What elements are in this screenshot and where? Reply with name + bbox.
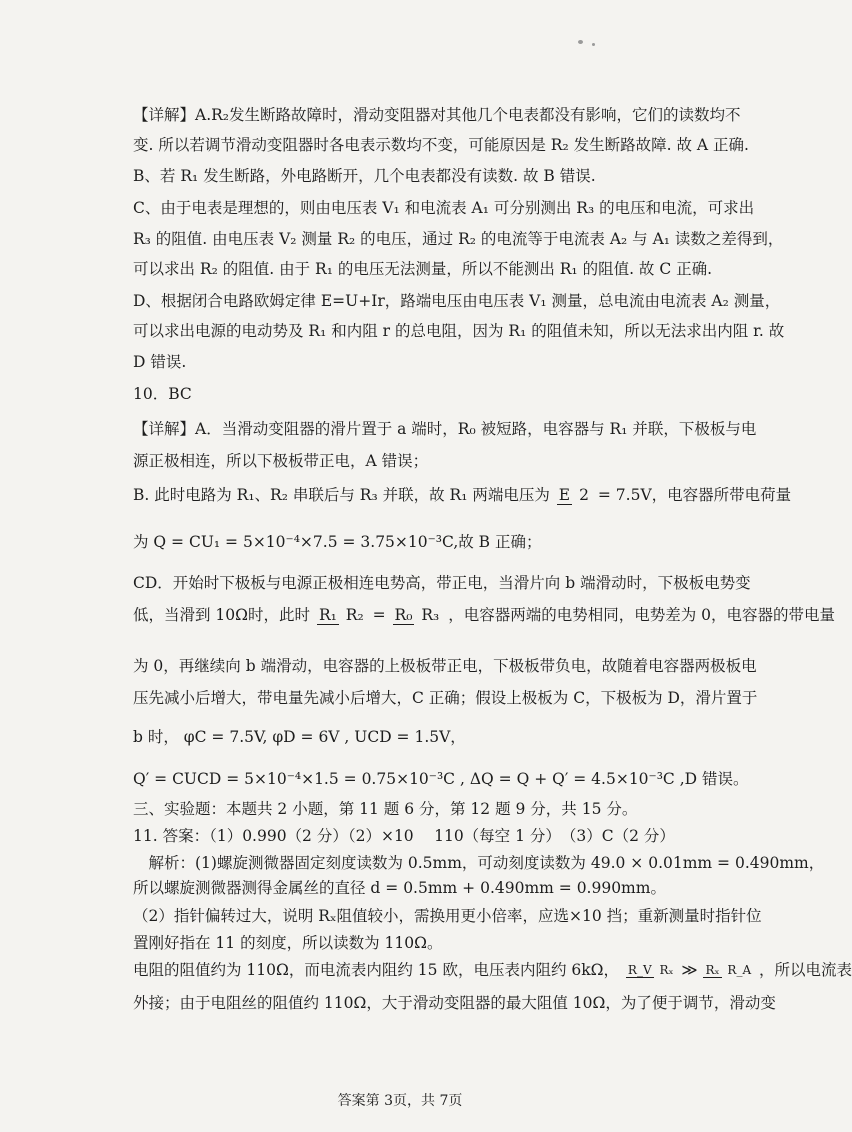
text-line: 所以螺旋测微器测得金属丝的直径 d = 0.5mm + 0.490mm = 0.990mm。	[133, 879, 666, 897]
page-footer: 答案第 3页，共 7页	[337, 1093, 463, 1109]
text-line: 可以求出 R₂ 的阻值. 由于 R₁ 的电压无法测量，所以不能测出 R₁ 的阻值. 故 C 正确.	[133, 260, 713, 278]
fraction-numerator: R₀	[394, 606, 413, 625]
fraction-r1-over-r2	[317, 606, 371, 624]
text-line: 变. 所以若调节滑动变阻器时各电表示数均不变，可能原因是 R₂ 发生断路故障. 故 A 正确.	[133, 136, 749, 154]
fraction-numerator: R₁	[318, 606, 337, 625]
text-line: 置刚好指在 11 的刻度，所以读数为 110Ω。	[133, 934, 443, 952]
text-line: C、由于电表是理想的，则由电压表 V₁ 和电流表 A₁ 可分别测出 R₃ 的电压和电流，可求出	[133, 199, 755, 217]
fraction-rv-over-rx	[626, 963, 679, 977]
text-line: 外接；由于电阻丝的阻值约 110Ω，大于滑动变阻器的最大阻值 10Ω，为了便于调节，滑动变	[133, 994, 776, 1012]
text-line: CD．开始时下极板与电源正极相连电势高，带正电，当滑片向 b 端滑动时，下极板电势变	[133, 574, 751, 592]
text-line-with-fraction	[133, 959, 852, 981]
text-line: 为 0，再继续向 b 端滑动，电容器的上极板带正电，下极板带负电，故随着电容器两极板电	[133, 657, 757, 675]
text-line: 解析：(1)螺旋测微器固定刻度读数为 0.5mm，可动刻度读数为 49.0 × 0.01mm = 0.490mm，	[133, 854, 825, 872]
text-line: R₃ 的阻值. 由电压表 V₂ 测量 R₂ 的电压，通过 R₂ 的电流等于电流表 A₂ 与 A₁ 读数之差得到，	[133, 230, 784, 248]
text-line: B、若 R₁ 发生断路，外电路断开，几个电表都没有读数. 故 B 错误.	[133, 167, 596, 185]
fraction-denominator: R₃	[421, 606, 440, 625]
text-segment: 低，当滑到 10Ω时，此时	[133, 606, 311, 624]
text-line: 【详解】A.R₂发生断路故障时，滑动变阻器对其他几个电表都没有影响，它们的读数均不	[133, 106, 741, 124]
text-line: 11. 答案：（1）0.990（2 分）（2）×10 110（每空 1 分） （3）C（2 分）	[133, 827, 675, 845]
text-line-with-fraction	[133, 484, 791, 506]
text-segment: 电阻的阻值约为 110Ω，而电流表内阻约 15 欧，电压表内阻约 6kΩ，	[133, 961, 619, 979]
text-line: 压先减小后增大，带电量先减小后增大，C 正确；假设上极板为 C，下极板为 D，滑片置于	[133, 689, 758, 707]
fraction-numerator: R_V	[627, 963, 652, 978]
text-segment: B. 此时电路为 R₁、R₂ 串联后与 R₃ 并联，故 R₁ 两端电压为	[133, 486, 550, 504]
fraction-denominator: Rₓ	[659, 963, 674, 978]
scan-speck	[578, 40, 583, 44]
text-line: 源正极相连，所以下极板带正电，A 错误；	[133, 452, 429, 470]
text-segment: = 7.5V，电容器所带电荷量	[597, 486, 792, 504]
fraction-r0-over-r3	[388, 606, 447, 624]
text-segment: ，所以电流表	[758, 961, 852, 979]
fraction-rx-over-ra	[700, 963, 757, 977]
fraction-denominator: R_A	[727, 963, 752, 978]
text-segment: ，电容器两端的电势相同，电势差为 0，电容器的带电量	[448, 606, 835, 624]
text-line: 为 Q = CU₁ = 5×10⁻⁴×7.5 = 3.75×10⁻³C,故 B 正确；	[133, 533, 542, 551]
section-heading: 三、实验题：本题共 2 小题，第 11 题 6 分，第 12 题 9 分，共 15 分。	[133, 800, 638, 818]
text-line-with-fraction: 低，当滑到 10Ω时，此时 R₁ R₂ = R₀ R₃ ，电容器两端的电势相同，电势差为 0，电容器的带电量	[133, 606, 835, 625]
text-line: Q′ = CUCD = 5×10⁻⁴×1.5 = 0.75×10⁻³C , ΔQ = Q + Q′ = 4.5×10⁻³C ,D 错误。	[133, 770, 749, 788]
text-line: 【详解】A．当滑动变阻器的滑片置于 a 端时，R₀ 被短路，电容器与 R₁ 并联，下极板与电	[133, 420, 757, 438]
text-line: D 错误.	[133, 353, 187, 371]
fraction-denominator: R₂	[345, 606, 364, 625]
text-line: （2）指针偏转过大，说明 Rₓ阻值较小，需换用更小倍率，应选×10 挡；重新测量时指针位	[133, 907, 762, 925]
question-number: 10．BC	[133, 385, 192, 403]
fraction-numerator: Rₓ	[705, 963, 720, 978]
scan-speck	[592, 43, 595, 46]
text-line: 可以求出电源的电动势及 R₁ 和内阻 r 的总电阻，因为 R₁ 的阻值未知，所以无法求出内阻 r. 故	[133, 322, 785, 340]
fraction-denominator: 2	[579, 486, 589, 505]
text-line: b 时， φC = 7.5V, φD = 6V , UCD = 1.5V，	[133, 728, 466, 746]
fraction-numerator: E	[558, 486, 571, 505]
much-greater-sign: ≫	[681, 961, 698, 979]
fraction-e-over-2	[557, 486, 596, 504]
text-line: D、根据闭合电路欧姆定律 E=U+Ir，路端电压由电压表 V₁ 测量，总电流由电流表 A₂ 测量，	[133, 292, 781, 310]
